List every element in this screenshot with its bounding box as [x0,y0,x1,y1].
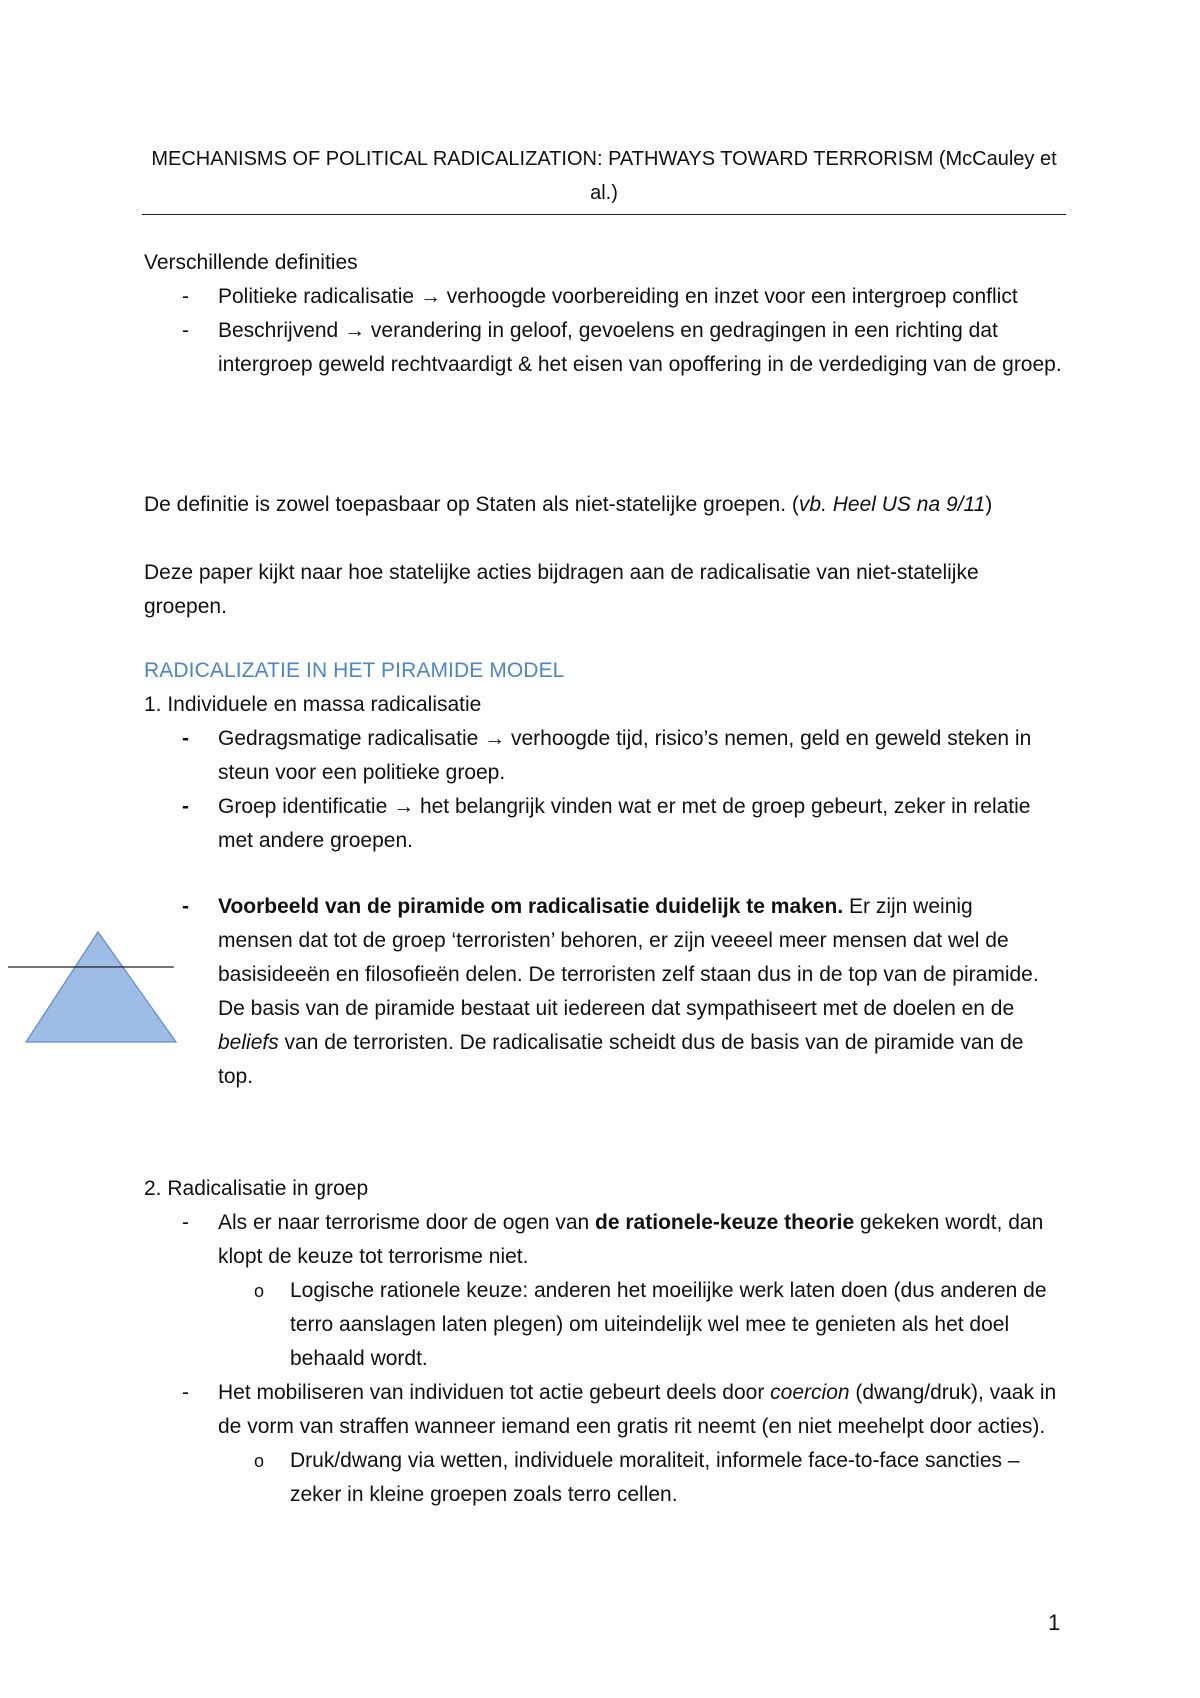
list-item: - Groep identificatie → het belangrijk vinden wat er met de groep gebeurt, zeker in relatie met andere groepen. [144,790,1064,858]
arrow-icon: → [419,285,441,308]
pyramid-example [144,890,1064,1094]
sub-list-item: o Logische rationele keuze: anderen het moeilijke werk laten doen (dus anderen de terro aanslagen laten plegen) om uiteindelijk wel mee te genieten als het doel behaald wordt. [144,1274,1064,1376]
subsection-2 [144,1172,1064,1512]
pyramid-icon [8,928,178,1048]
page-number: 1 [1048,1610,1061,1635]
list-item: - Beschrijvend → verandering in geloof, gevoelens en gedragingen in een richting dat intergroep geweld rechtvaardigt & het eisen van opoffering in de verdediging van de groep. [144,314,1064,382]
list-item: - Gedragsmatige radicalisatie → verhoogde tijd, risico’s nemen, geld en geweld steken in steun voor een politieke groep. [144,722,1064,790]
dash-marker: - [182,895,189,918]
arrow-icon: → [393,795,415,818]
circle-bullet-icon: o [254,1281,265,1301]
definition-scope-paragraph: De definitie is zowel toepasbaar op Staten als niet-statelijke groepen. (vb. Heel US na 9/11) [144,493,993,516]
dash-marker: - [182,1381,189,1404]
dash-marker: - [182,727,189,750]
circle-bullet-icon: o [254,1451,265,1471]
arrow-icon: → [484,727,506,750]
list-item: - Voorbeeld van de piramide om radicalisatie duidelijk te maken. Er zijn weinig mensen dat tot de groep ‘terroristen’ behoren, er zijn veeeel meer mensen dat wel de basisideeën en filosofieën delen. De terroristen zelf staan dus in de top van de piramide. De basis van de piramide bestaat uit iedereen dat sympathiseert met de doelen en de beliefs van de terroristen. De radicalisatie scheidt dus de basis van de piramide van de top. [144,890,1064,1094]
list-item: - Politieke radicalisatie → verhoogde voorbereiding en inzet voor een intergroep conflict [144,280,1064,314]
arrow-icon: → [344,319,366,342]
sub-list-item: o Druk/dwang via wetten, individuele moraliteit, informele face-to-face sancties – zeker in kleine groepen zoals terro cellen. [144,1444,1064,1512]
subsection-1 [144,688,1064,858]
section-heading: RADICALIZATIE IN HET PIRAMIDE MODEL [144,659,565,682]
paper-focus-paragraph: Deze paper kijkt naar hoe statelijke acties bijdragen aan de radicalisatie van niet-statelijke groepen. [144,561,979,618]
dash-marker: - [182,795,189,818]
subsection-1-heading: 1. Individuele en massa radicalisatie [144,693,482,716]
document-title: MECHANISMS OF POLITICAL RADICALIZATION: PATHWAYS TOWARD TERRORISM (McCauley et al.) [142,142,1066,215]
dash-marker: - [182,1211,189,1234]
dash-marker: - [182,319,189,342]
definitions-section [144,246,1064,382]
dash-marker: - [182,285,189,308]
list-item: - Het mobiliseren van individuen tot actie gebeurt deels door coercion (dwang/druk), vaak in de vorm van straffen wanneer iemand een gratis rit neemt (en niet meehelpt door acties). [144,1376,1064,1444]
subsection-2-heading: 2. Radicalisatie in groep [144,1177,369,1200]
definitions-heading: Verschillende definities [144,251,358,274]
list-item: - Als er naar terrorisme door de ogen van de rationele-keuze theorie gekeken wordt, dan klopt de keuze tot terrorisme niet. [144,1206,1064,1274]
